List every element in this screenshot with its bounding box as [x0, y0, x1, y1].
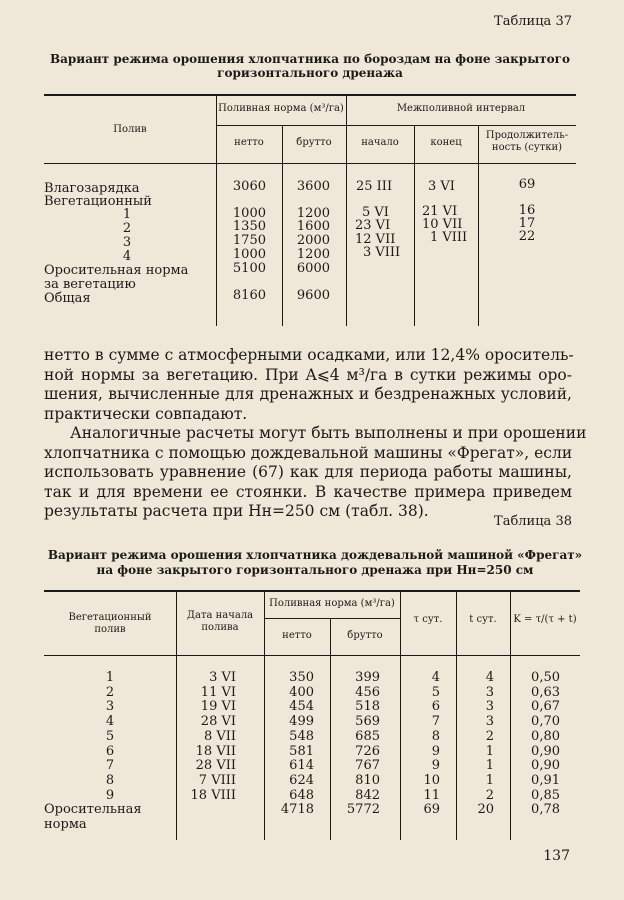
- table37-subheader-rule: [216, 125, 576, 126]
- table38-cell-t: 3: [485, 714, 494, 730]
- table38-cell-brutto: 726: [355, 743, 380, 759]
- table37-header-konec: конец: [430, 137, 462, 148]
- table38-cell-brutto: 518: [355, 699, 380, 715]
- table37-cell-start: 3 VIII: [363, 245, 401, 260]
- table37-cell-netto: 1000: [232, 247, 266, 262]
- table38-cell-t: 4: [485, 670, 494, 685]
- table37-row-label: 1: [122, 207, 132, 222]
- table37-cell-brutto: 3600: [296, 179, 330, 194]
- table37-row-label: 2: [122, 221, 132, 236]
- table37-cell-brutto: 9600: [296, 288, 330, 303]
- table38-header-k: K = τ/(τ + t): [513, 614, 577, 625]
- table38-cell-date: 19 VI: [200, 699, 236, 715]
- table38-cell-tau: 7: [431, 714, 440, 730]
- table37-header-netto: нетто: [234, 137, 264, 148]
- table38-cell-date: 11 VI: [200, 684, 236, 700]
- table38-cell-date: 8 VII: [203, 728, 236, 744]
- table37-caption-line1: Вариант режима орошения хлопчатника по бороздам на фоне закрытого: [49, 52, 571, 66]
- table38-cell-netto: 614: [289, 758, 314, 774]
- table37-row-label: за вегетацию: [44, 277, 136, 292]
- table38-cell-tau: 5: [431, 684, 440, 700]
- table37-vline: [346, 94, 347, 326]
- table37-cell-days: 16: [518, 203, 536, 218]
- table38-row-label: 3: [105, 699, 115, 715]
- table38-header-rule: [44, 655, 580, 656]
- table38-cell-t: 3: [485, 699, 494, 715]
- table38-cell-date: 28 VII: [195, 758, 236, 774]
- table38-cell-brutto: 685: [355, 728, 380, 744]
- table37-cell-start: 23 VI: [355, 218, 391, 233]
- table37-cell-netto: 5100: [232, 261, 266, 276]
- paragraph-2-line: использовать уравнение (67) как для периода работы машины,: [44, 463, 572, 481]
- paragraph-2-line: так и для времени ее стоянки. В качестве примера приведем: [44, 482, 572, 501]
- table38-cell-netto: 548: [289, 728, 314, 744]
- table38-cell-k: 0,90: [531, 758, 560, 774]
- table38-cell-brutto: 842: [355, 787, 380, 803]
- table37-cell-start: 5 VI: [362, 205, 389, 220]
- table38-subheader-rule: [264, 618, 400, 619]
- table37-cell-netto: 1000: [232, 206, 266, 221]
- paragraph-2-line: хлопчатника с помощью дождевальной машины «Фрегат», если: [44, 443, 573, 462]
- table38-cell-tau: 11: [423, 787, 440, 803]
- table38-cell-k: 0,91: [531, 772, 560, 788]
- table37-row-label: 3: [122, 235, 132, 250]
- table38-row-label: 5: [105, 728, 115, 744]
- table38-cell-t: 1: [485, 772, 494, 788]
- table38-top-rule: [44, 590, 580, 592]
- table38-cell-date: 18 VII: [195, 743, 236, 759]
- table38-cell-brutto: 456: [355, 684, 380, 700]
- table38-cell-tau: 9: [431, 758, 440, 774]
- table37-cell-netto: 3060: [232, 179, 266, 194]
- table37-cell-brutto: 1600: [296, 219, 330, 234]
- table38-cell-k: 0,85: [531, 787, 560, 803]
- table38-row-label: 8: [105, 772, 115, 788]
- table37-header-interval: Межполивной интервал: [396, 103, 526, 114]
- table38-cell-tau: 6: [431, 699, 440, 715]
- table38-row-label: 4: [105, 714, 115, 730]
- table38-cell-date: 7 VIII: [198, 772, 236, 788]
- table37-vline: [414, 125, 415, 326]
- table37-cell-netto: 8160: [232, 288, 266, 303]
- table37-cell-start: 12 VII: [355, 232, 396, 247]
- table38-cell-date: 18 VIII: [190, 787, 236, 803]
- table38-cell-tau: 69: [423, 802, 440, 818]
- table37-row-label: 4: [122, 249, 132, 264]
- table38-cell-tau: 9: [431, 743, 440, 759]
- table37-row-label: Влагозарядка: [44, 181, 140, 196]
- table38-cell-t: 2: [485, 728, 494, 744]
- table37-cell-days: 69: [518, 177, 536, 192]
- table38-header-date-line1: Дата начала: [186, 610, 254, 621]
- table38-number: Таблица 38: [494, 514, 572, 529]
- table38-header-t: t сут.: [469, 614, 497, 625]
- table38-row-label: 2: [105, 684, 115, 700]
- table37-top-rule: [44, 94, 576, 96]
- table37-header-dlit-line2: ность (сутки): [491, 142, 563, 153]
- table37-cell-netto: 1350: [232, 219, 266, 234]
- table37-cell-days: 22: [518, 229, 536, 244]
- table38-cell-netto: 4718: [280, 802, 314, 818]
- table38-cell-k: 0,80: [531, 728, 560, 744]
- table38-cell-netto: 454: [289, 699, 314, 715]
- table38-row-label: 1: [105, 670, 115, 685]
- table38-cell-netto: 648: [289, 787, 314, 803]
- table38-row-label: 7: [105, 758, 115, 774]
- table38-cell-date: 3 VI: [209, 670, 236, 685]
- table37-cell-brutto: 1200: [296, 247, 330, 262]
- table37-header-rule: [44, 163, 576, 164]
- table38-cell-netto: 581: [289, 743, 314, 759]
- table38-cell-t: 1: [485, 743, 494, 759]
- table37-cell-end: 3 VI: [428, 179, 455, 194]
- paragraph-1-line: практически совпадают.: [44, 404, 248, 423]
- table38-cell-netto: 350: [289, 670, 314, 685]
- table38-cell-netto: 624: [289, 772, 314, 788]
- table38-header-netto: нетто: [282, 630, 312, 641]
- table38-cell-k: 0,90: [531, 743, 560, 759]
- table37-cell-end: 21 VI: [422, 204, 458, 219]
- paragraph-1-line: нетто в сумме с атмосферными осадками, или 12,4% ороситель-: [44, 346, 574, 364]
- table37-number: Таблица 37: [494, 14, 572, 29]
- table37-cell-end: 10 VII: [422, 217, 463, 232]
- paragraph-2: [44, 424, 587, 522]
- table38-cell-netto: 400: [289, 684, 314, 700]
- paragraph-2-line: результаты расчета при Hн=250 см (табл. 38).: [44, 502, 429, 520]
- table37-header-norma: Поливная норма (м³/га): [218, 103, 344, 114]
- table38-cell-k: 0,63: [531, 684, 560, 700]
- table38-header-veg-line2: полив: [94, 624, 126, 635]
- table37-cell-end: 1 VIII: [430, 230, 468, 245]
- table38-row-label: норма: [44, 817, 87, 832]
- table38-cell-brutto: 767: [355, 758, 380, 774]
- table38-cell-brutto: 5772: [346, 802, 380, 818]
- table38-cell-t: 2: [485, 787, 494, 803]
- table38-caption-line1: Вариант режима орошения хлопчатника дождевальной машиной «Фрегат»: [47, 548, 583, 562]
- table38-header-date-line2: полива: [201, 622, 239, 633]
- table38-cell-tau: 10: [423, 772, 440, 788]
- table37-header-dlit-line1: Продолжитель-: [485, 130, 569, 141]
- table38-cell-tau: 4: [431, 670, 440, 685]
- table37-row-label: Оросительная норма: [44, 263, 189, 278]
- table37-header-nachalo: начало: [361, 137, 399, 148]
- table37-cell-brutto: 1200: [296, 206, 330, 221]
- table38-header-brutto: брутто: [347, 630, 383, 641]
- table37-cell-brutto: 6000: [296, 261, 330, 276]
- table38-cell-tau: 8: [431, 728, 440, 744]
- table38-cell-netto: 499: [289, 714, 314, 730]
- table37-header-brutto: брутто: [296, 137, 332, 148]
- table37-row-label: Общая: [44, 291, 91, 306]
- table38-header-tau: τ сут.: [413, 614, 443, 625]
- table38-cell-k: 0,70: [531, 714, 560, 730]
- table37-cell-netto: 1750: [232, 233, 266, 248]
- table37-cell-brutto: 2000: [296, 233, 330, 248]
- table38-caption-line2: на фоне закрытого горизонтального дренажа при Hн=250 см: [96, 563, 534, 577]
- paragraph-1-line: шения, вычисленные для дренажных и бездренажных условий,: [44, 385, 572, 403]
- table38-row-label: 9: [105, 787, 115, 803]
- table38-cell-k: 0,67: [531, 699, 560, 715]
- table38-cell-t: 20: [477, 802, 494, 818]
- table37-cell-start: 25 III: [356, 179, 393, 194]
- paragraph-1: [44, 346, 572, 424]
- table38-cell-k: 0,78: [531, 802, 560, 818]
- paragraph-1-line: ной нормы за вегетацию. При A⩽4 м³/га в сутки режимы оро-: [44, 365, 572, 384]
- table38-cell-t: 1: [485, 758, 494, 774]
- table37-row-label: Вегетационный: [44, 194, 152, 209]
- table37-header-poliv: Полив: [113, 124, 147, 135]
- table38-row-label: 6: [105, 743, 115, 759]
- table38-row-label: Оросительная: [44, 802, 142, 818]
- table38-cell-k: 0,50: [531, 670, 560, 685]
- table38-header-veg-line1: Вегетационный: [68, 612, 152, 623]
- table38-cell-brutto: 569: [355, 714, 380, 730]
- table37-caption-line2: горизонтального дренажа: [217, 66, 403, 80]
- table38-header-norma: Поливная норма (м³/га): [269, 598, 395, 609]
- table38-cell-brutto: 399: [355, 670, 380, 685]
- table38-cell-brutto: 810: [355, 772, 380, 788]
- table37-cell-days: 17: [518, 216, 536, 231]
- page-number: 137: [543, 848, 570, 864]
- paragraph-2-line: Аналогичные расчеты могут быть выполнены и при орошении: [70, 424, 587, 442]
- table38-cell-t: 3: [485, 684, 494, 700]
- table38-cell-date: 28 VI: [200, 714, 236, 730]
